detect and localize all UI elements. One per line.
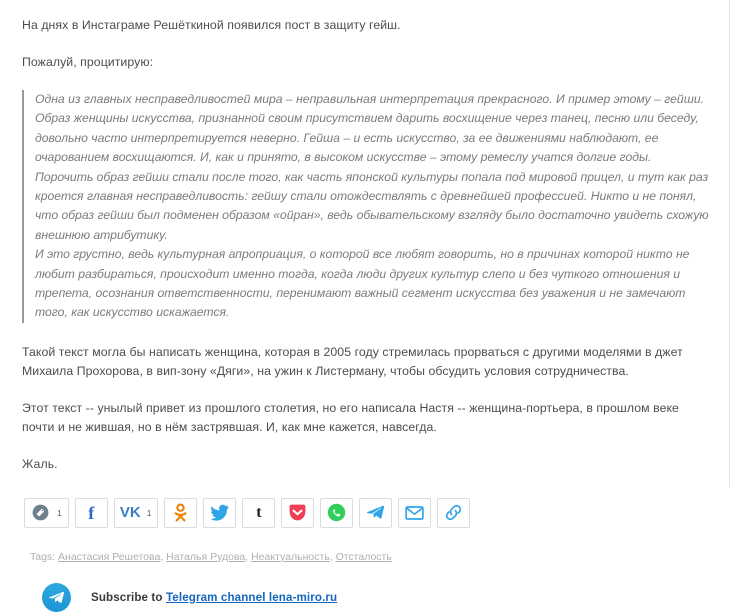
tag-separator: , — [329, 550, 336, 563]
share-count: 1 — [57, 507, 62, 518]
tag-separator: , — [160, 550, 167, 563]
subscribe-prefix: Subscribe to — [91, 590, 166, 604]
intro-paragraph: На днях в Инстаграме Решёткиной появился пост в защиту гейш. — [22, 18, 401, 32]
quote-paragraph-1: Одна из главных несправедливостей мира – неправильная интерпретация прекрасного. И пример этому – гейши. Образ женщины искусства, признанной своим присутствием дарить восхищение через танец, песню или беседу, довольно часто интерпретируется неверно. Гейша – и есть искусство, за ее движениями наблюдают, ее очарованием восхищаются. И, как и принято, в высоком искусстве – этому ремеслу учатся долгие годы. — [35, 92, 704, 165]
quote-paragraph-3: И это грустно, ведь культурная апроприация, о которой все любят говорить, но в причинах которой никто не любит разбираться, происходит именно тогда, когда люди других культур слепо и без чуткого отношения и трепета, осознания ответственности, перенимают важный сегмент искусства без уважения и не замечают того, как искусство искажается. — [35, 247, 690, 320]
subscribe-text — [91, 591, 337, 604]
share-button-copy-link[interactable] — [437, 498, 470, 528]
pocket-icon — [288, 503, 307, 522]
tag-link[interactable]: Отсталость — [335, 550, 392, 563]
email-icon — [405, 503, 424, 522]
vk-icon: VK — [119, 504, 141, 522]
share-button-pocket[interactable] — [281, 498, 314, 528]
share-button-share-counter[interactable] — [24, 498, 69, 528]
blockquote — [22, 90, 719, 323]
whatsapp-icon — [327, 503, 346, 522]
share-buttons-row — [24, 498, 719, 528]
facebook-icon: f — [88, 502, 95, 523]
tags-label: Tags: — [30, 550, 56, 563]
share-button-telegram[interactable] — [359, 498, 392, 528]
tag-separator: , — [245, 550, 252, 563]
body-paragraph-3: Жаль. — [22, 456, 58, 471]
tag-link[interactable]: Наталья Рудова — [166, 550, 246, 563]
telegram-channel-link[interactable]: Telegram channel lena-miro.ru — [165, 590, 338, 604]
share-button-vkontakte[interactable] — [114, 498, 159, 528]
share-button-twitter[interactable] — [203, 498, 236, 528]
tag-link[interactable]: Неактуальность — [251, 550, 330, 563]
share-tag-icon — [31, 503, 50, 522]
share-button-whatsapp[interactable] — [320, 498, 353, 528]
share-button-odnoklassniki[interactable] — [164, 498, 197, 528]
link-icon — [444, 503, 463, 522]
quote-lead-paragraph: Пожалуй, процитирую: — [22, 55, 154, 69]
subscribe-banner — [42, 583, 719, 612]
share-button-facebook[interactable] — [75, 498, 108, 528]
body-paragraph-1: Такой текст могла бы написать женщина, которая в 2005 году стремилась прорваться с другими моделями в джет Михаила Прохорова, в вип-зону «Дяги», на ужин к Листерману, чтобы обсудить условия сотрудничества. — [22, 344, 683, 378]
telegram-icon — [366, 503, 385, 522]
share-button-tumblr[interactable] — [242, 498, 275, 528]
tumblr-icon: t — [256, 503, 262, 521]
tag-link[interactable]: Анастасия Решетова — [58, 550, 161, 563]
twitter-icon — [210, 503, 229, 522]
tags-list — [58, 551, 392, 563]
share-count: 1 — [146, 507, 152, 518]
share-button-email[interactable] — [398, 498, 431, 528]
quote-paragraph-2: Порочить образ гейши стали после того, как часть японской культуры попала под мировой прицел, и тут как раз кроется главная несправедливость: гейшу стали отождествлять с древнейшей профессией. Никто и не понял, что образ гейши был подменен образом «ойран», ведь обывательскому взгляду было достаточно увидеть схожую внешнюю атрибутику. — [35, 169, 709, 242]
odnoklassniki-icon — [171, 503, 190, 522]
body-paragraph-2: Этот текст -- унылый привет из прошлого столетия, но его написала Настя -- женщина-портьера, в прошлом веке почти и не жившая, но в нём застрявшая. И, как мне кажется, навсегда. — [22, 400, 679, 434]
tags-row — [30, 550, 719, 565]
telegram-icon — [42, 583, 71, 612]
